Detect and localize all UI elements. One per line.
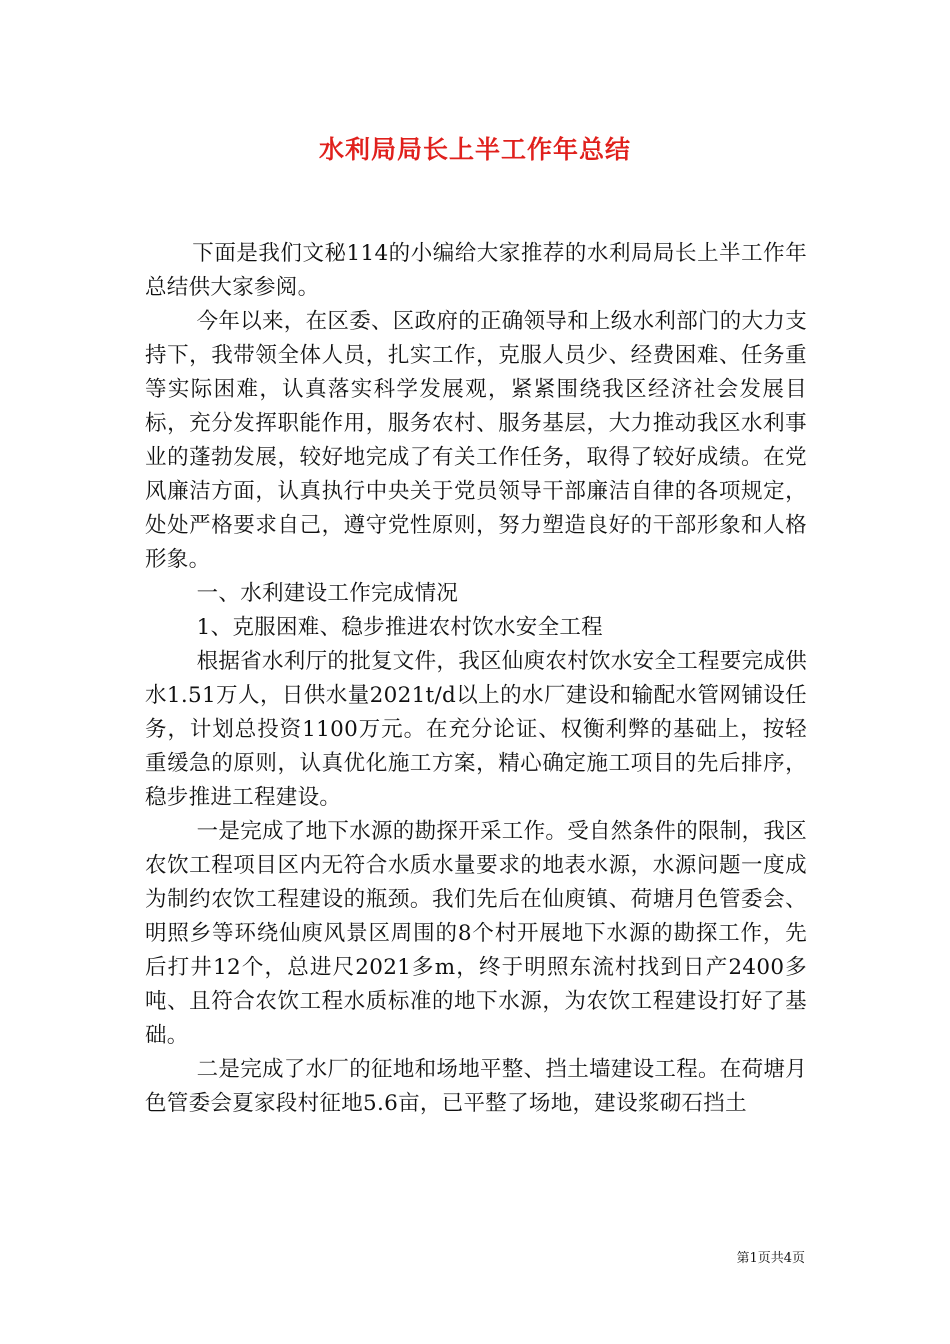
subsection-heading: 1、克服困难、稳步推进农村饮水安全工程	[196, 615, 603, 640]
page-footer: 第1页共4页	[736, 1251, 805, 1266]
intro-paragraph: 下面是我们文秘114的小编给大家推荐的水利局局长上半工作年总结供大家参阅。	[145, 241, 807, 300]
water-project-paragraph: 根据省水利厅的批复文件，我区仙庾农村饮水安全工程要完成供水1.51万人，日供水量2021t/d以上的水厂建设和输配水管网铺设任务，计划总投资1100万元。在充分论证、权衡利弊的基础上，按轻重缓急的原则，认真优化施工方案，精心确定施工项目的先后排序，稳步推进工程建设。	[145, 649, 807, 810]
waterworks-paragraph: 二是完成了水厂的征地和场地平整、挡土墙建设工程。在荷塘月色管委会夏家段村征地5.6亩，已平整了场地，建设浆砌石挡土	[145, 1057, 807, 1116]
document-body	[145, 237, 807, 1121]
section-heading: 一、水利建设工作完成情况	[196, 581, 459, 606]
groundwater-paragraph: 一是完成了地下水源的勘探开采工作。受自然条件的限制，我区农饮工程项目区内无符合水质水量要求的地表水源，水源问题一度成为制约农饮工程建设的瓶颈。我们先后在仙庾镇、荷塘月色管委会、明照乡等环绕仙庾风景区周围的8个村开展地下水源的勘探工作，先后打井12个，总进尺2021多m，终于明照东流村找到日产2400多吨、且符合农饮工程水质标准的地下水源，为农饮工程建设打好了基础。	[145, 819, 807, 1048]
document-title: 水利局局长上半工作年总结	[318, 135, 631, 164]
summary-paragraph: 今年以来，在区委、区政府的正确领导和上级水利部门的大力支持下，我带领全体人员，扎实工作，克服人员少、经费困难、任务重等实际困难，认真落实科学发展观，紧紧围绕我区经济社会发展目标，充分发挥职能作用，服务农村、服务基层，大力推动我区水利事业的蓬勃发展，较好地完成了有关工作任务，取得了较好成绩。在党风廉洁方面，认真执行中央关于党员领导干部廉洁自律的各项规定，处处严格要求自己，遵守党性原则，努力塑造良好的干部形象和人格形象。	[145, 309, 807, 572]
